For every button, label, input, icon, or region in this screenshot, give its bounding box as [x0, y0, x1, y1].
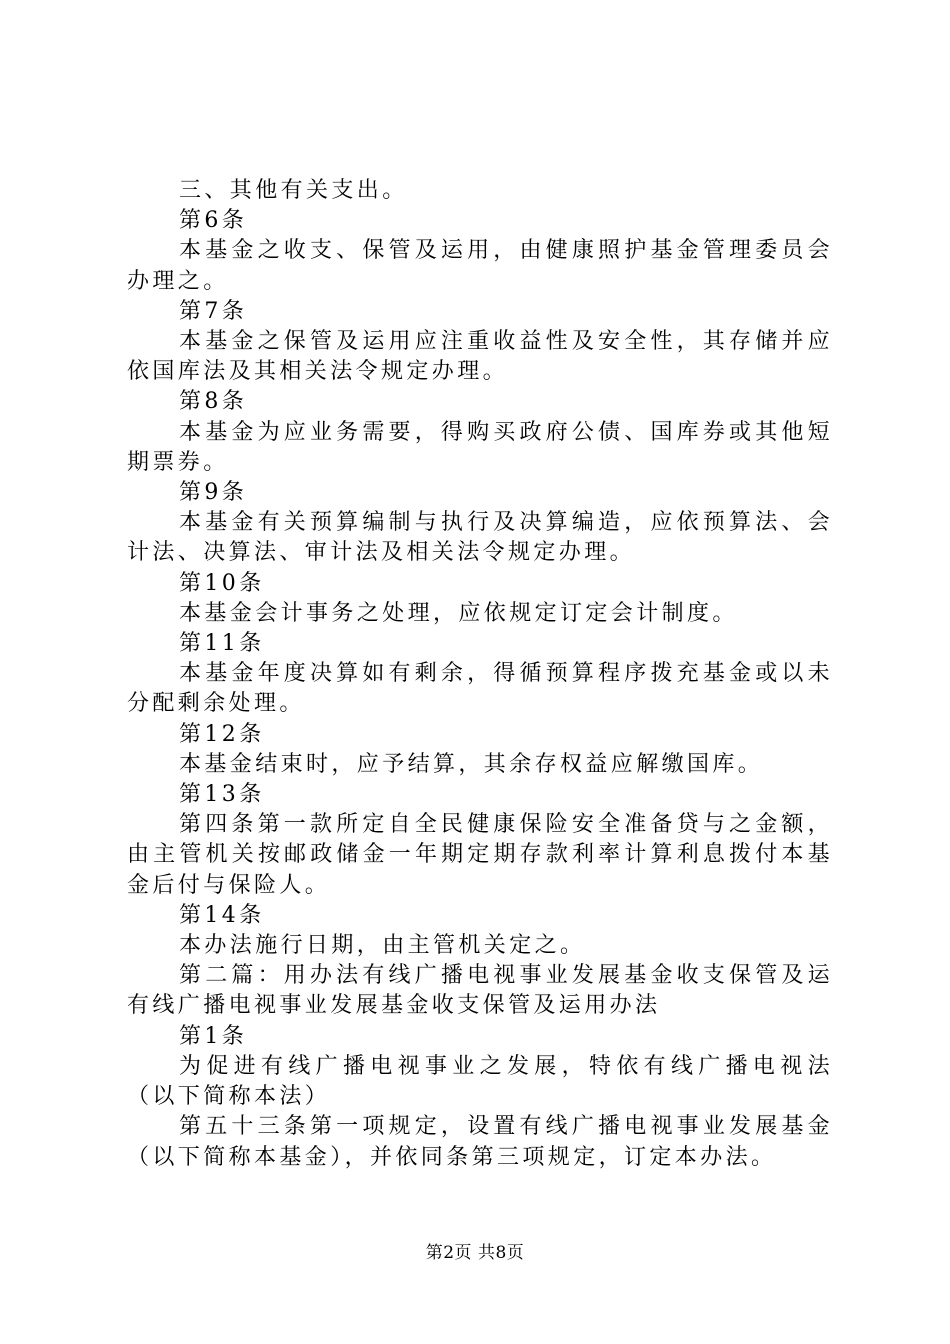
page-footer: [0, 1243, 950, 1263]
article-heading: 第6条: [179, 208, 248, 234]
article-heading: 第10条: [179, 570, 265, 596]
article-heading: 第11条: [179, 631, 265, 657]
article-heading: 第14条: [179, 902, 265, 928]
article-heading: 第13条: [179, 782, 265, 808]
article-heading: 第9条: [179, 480, 248, 506]
paragraph: 为促进有线广播电视事业之发展，特依有线广播电视法（以下简称本法）: [127, 1053, 833, 1110]
article-heading: 第1条: [179, 1023, 248, 1049]
paragraph: 本基金年度决算如有剩余，得循预算程序拨充基金或以未分配剩余处理。: [127, 661, 833, 717]
paragraph: 本基金之保管及运用应注重收益性及安全性，其存储并应依国库法及其相关法令规定办理。: [127, 329, 833, 385]
article-heading: 第12条: [179, 721, 265, 747]
page-number-label: 第2页 共8页: [425, 1243, 525, 1263]
section-heading: 第二篇：用办法有线广播电视事业发展基金收支保管及运有线广播电视事业发展基金收支保管及运用办法: [127, 963, 833, 1019]
paragraph: 三、其他有关支出。: [179, 178, 408, 203]
paragraph: 本基金之收支、保管及运用，由健康照护基金管理委员会办理之。: [127, 238, 833, 294]
paragraph: 第四条第一款所定自全民健康保险安全准备贷与之金额，由主管机关按邮政储金一年期定期存款利率计算利息拨付本基金后付与保险人。: [127, 812, 833, 898]
paragraph: 第五十三条第一项规定，设置有线广播电视事业发展基金（以下简称本基金），并依同条第三项规定，订定本办法。: [127, 1114, 833, 1170]
paragraph: 本基金有关预算编制与执行及决算编造，应依预算法、会计法、决算法、审计法及相关法令规定办理。: [127, 510, 833, 566]
article-heading: 第8条: [179, 389, 248, 415]
paragraph: 本基金结束时，应予结算，其余存权益应解缴国库。: [179, 751, 764, 777]
paragraph: 本基金为应业务需要，得购买政府公债、国库券或其他短期票券。: [127, 419, 833, 475]
paragraph: 本办法施行日期，由主管机关定之。: [179, 933, 586, 959]
article-heading: 第7条: [179, 298, 248, 324]
paragraph: 本基金会计事务之处理，应依规定订定会计制度。: [179, 600, 738, 626]
document-body: [127, 176, 833, 1173]
